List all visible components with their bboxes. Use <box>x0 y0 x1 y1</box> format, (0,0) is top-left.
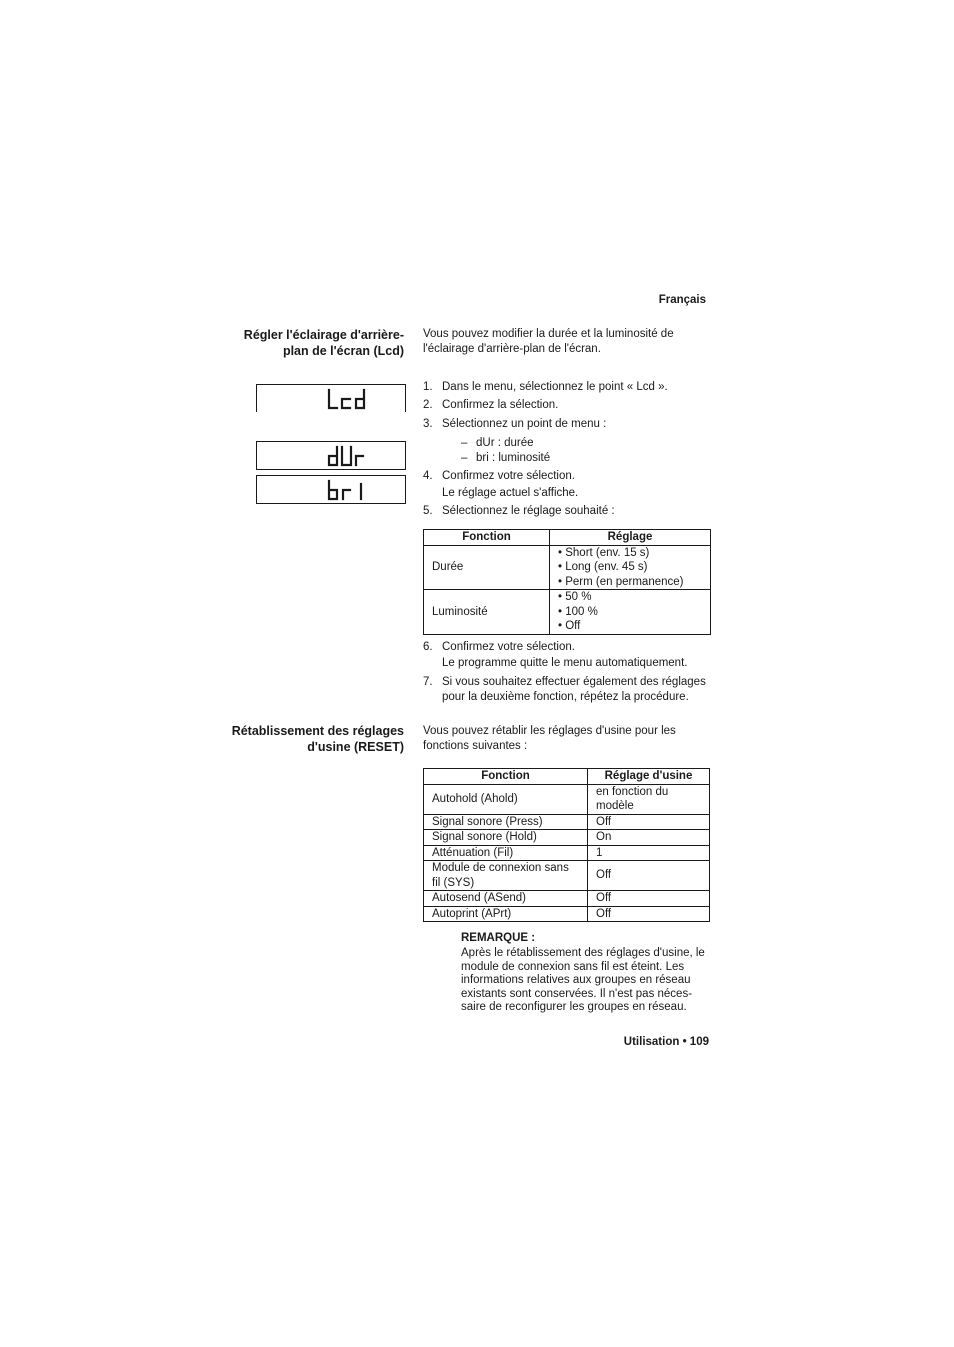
table-cell: Autoprint (APrt) <box>424 906 588 922</box>
lcd-display-dur <box>256 441 406 470</box>
table-cell: • 50 % • 100 % • Off <box>550 590 711 635</box>
table-cell: Autosend (ASend) <box>424 891 588 907</box>
submenu-item: – bri : luminosité <box>461 452 551 464</box>
lcd-glyph-dur <box>257 442 405 469</box>
table-cell: en fonction du modèle <box>588 784 710 814</box>
table-cell: Atténuation (Fil) <box>424 845 588 861</box>
table-cell: Signal sonore (Press) <box>424 814 588 830</box>
steps-list-1 <box>423 380 713 519</box>
note-title: REMARQUE : <box>461 932 536 944</box>
note-text: Après le rétablissement des réglages d'usine, le module de connexion sans fil est éteint. Les informations relatives aux groupes en réseau existants sont conservées. Il n'est pas néces-saire de reconfigurer les groupes en réseau. <box>461 947 705 1013</box>
table-row <box>424 845 710 861</box>
step-subtext: Le programme quitte le menu automatiquement. <box>442 657 688 669</box>
section1-intro: Vous pouvez modifier la durée et la luminosité de l'éclairage d'arrière-plan de l'écran. <box>423 328 674 355</box>
table-cell: Signal sonore (Hold) <box>424 830 588 846</box>
step-item: 6. Confirmez votre sélection. <box>423 641 575 653</box>
step-item: 4. Confirmez votre sélection. <box>423 470 575 482</box>
settings-table <box>423 529 711 635</box>
step-item: 1. Dans le menu, sélectionnez le point « Lcd ». <box>423 381 668 393</box>
table-row <box>424 830 710 846</box>
step-item: 2. Confirmez la sélection. <box>423 399 559 411</box>
table-row <box>424 545 711 590</box>
table-cell: Off <box>588 906 710 922</box>
table-row <box>424 891 710 907</box>
submenu-item: – dUr : durée <box>461 437 534 449</box>
lcd-glyph-lcd <box>257 385 405 412</box>
table-header: Fonction <box>424 530 550 546</box>
lcd-display-bri <box>256 475 406 504</box>
table-row <box>424 906 710 922</box>
step-item: 3. Sélectionnez un point de menu : <box>423 418 607 430</box>
table-cell: Off <box>588 861 710 891</box>
table-cell: Luminosité <box>424 590 550 635</box>
table-cell: 1 <box>588 845 710 861</box>
table-header-row <box>424 530 711 546</box>
table-cell: Off <box>588 814 710 830</box>
table-header-row <box>424 769 710 785</box>
table-header: Fonction <box>424 769 588 785</box>
table-cell: Off <box>588 891 710 907</box>
table-cell: Module de connexion sans fil (SYS) <box>424 861 588 891</box>
table-row <box>424 590 711 635</box>
language-label: Français <box>658 294 706 306</box>
lcd-display-lcd <box>256 384 406 412</box>
table-row <box>424 861 710 891</box>
table-header: Réglage d'usine <box>588 769 710 785</box>
table-row <box>424 814 710 830</box>
table-cell: Durée <box>424 545 550 590</box>
table-cell: • Short (env. 15 s) • Long (env. 45 s) • Perm (en permanence) <box>550 545 711 590</box>
steps-list-2 <box>423 640 713 705</box>
lcd-glyph-bri <box>257 476 405 503</box>
step-item: 7. Si vous souhaitez effectuer également des réglages pour la deuxième fonction, répétez la procédure. <box>423 676 706 703</box>
table-cell: Autohold (Ahold) <box>424 784 588 814</box>
reset-table <box>423 768 710 922</box>
section2-intro: Vous pouvez rétablir les réglages d'usine pour les fonctions suivantes : <box>423 725 676 752</box>
table-row <box>424 784 710 814</box>
section-heading-reset: Rétablissement des réglages d'usine (RESET) <box>231 724 404 754</box>
table-cell: On <box>588 830 710 846</box>
step-item: 5. Sélectionnez le réglage souhaité : <box>423 505 615 517</box>
step-subtext: Le réglage actuel s'affiche. <box>442 487 579 499</box>
page-footer: Utilisation • 109 <box>623 1036 709 1048</box>
table-header: Réglage <box>550 530 711 546</box>
section-heading-lcd: Régler l'éclairage d'arrière-plan de l'écran (Lcd) <box>243 328 404 358</box>
